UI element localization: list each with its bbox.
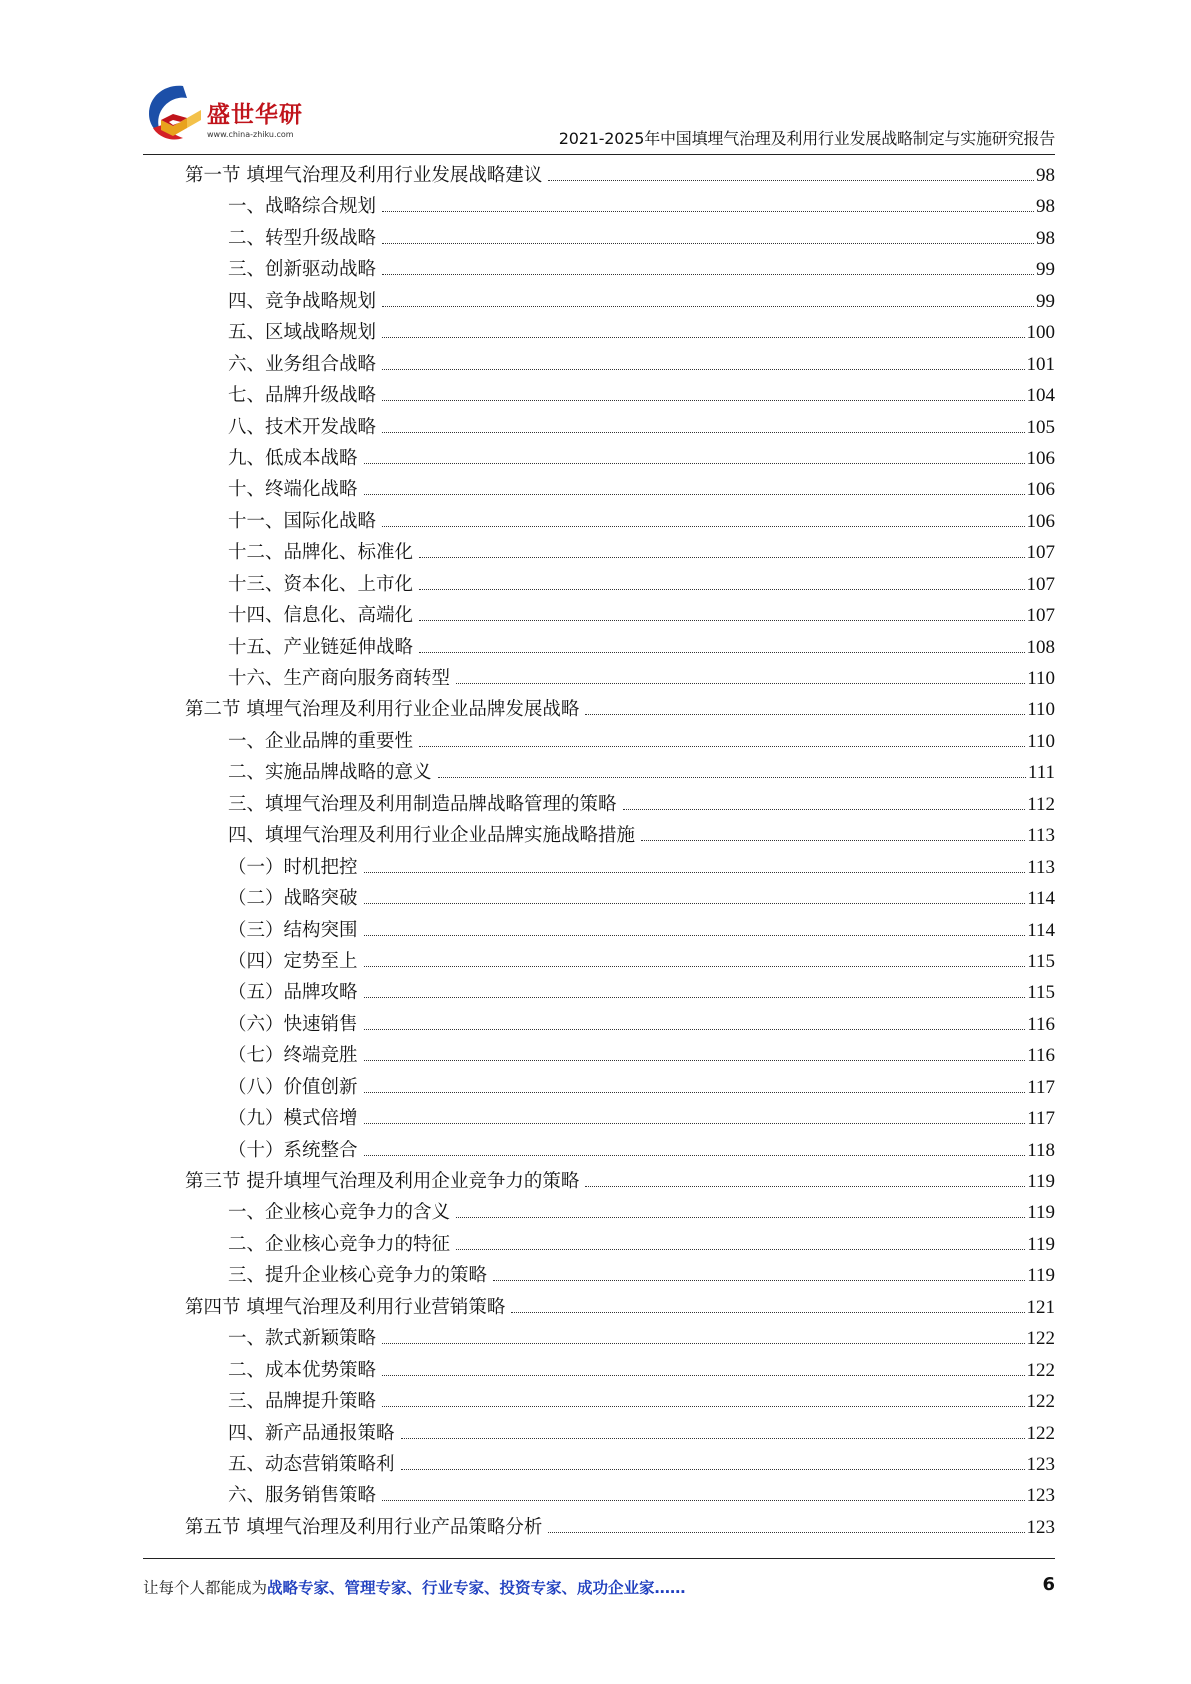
toc-entry-label: （四）定势至上	[228, 950, 358, 972]
toc-entry-page: 119	[1027, 1202, 1055, 1224]
toc-entry-page: 98	[1036, 165, 1055, 186]
toc-dot-leader	[382, 337, 1024, 338]
toc-dot-leader	[364, 966, 1026, 967]
toc-entry-page: 114	[1027, 919, 1055, 941]
toc-dot-leader	[364, 903, 1026, 904]
toc-entry-label: （八）价值创新	[228, 1076, 358, 1098]
toc-entry-label: 四、新产品通报策略	[228, 1422, 395, 1444]
toc-dot-leader	[364, 1029, 1026, 1030]
toc-subsection-entry[interactable]	[185, 443, 1055, 474]
toc-dot-leader	[585, 714, 1025, 715]
toc-entry-page: 116	[1027, 1045, 1055, 1067]
toc-entry-page: 106	[1026, 447, 1055, 469]
toc-entry-page: 123	[1026, 1516, 1055, 1538]
toc-dot-leader	[641, 840, 1025, 841]
toc-subsection-entry[interactable]	[185, 820, 1055, 851]
toc-entry-label: 三、填埋气治理及利用制造品牌战略管理的策略	[228, 793, 617, 815]
toc-subsection-entry[interactable]	[185, 223, 1055, 254]
toc-entry-page: 98	[1036, 196, 1055, 218]
toc-entry-label: 二、实施品牌战略的意义	[228, 762, 432, 784]
toc-entry-label: 一、企业品牌的重要性	[228, 730, 414, 752]
toc-entry-label: （九）模式倍增	[228, 1108, 358, 1130]
toc-entry-label: 七、品牌升级战略	[228, 385, 377, 407]
toc-subsection-entry[interactable]	[185, 569, 1055, 600]
toc-subsection-entry[interactable]	[185, 1418, 1055, 1449]
toc-subsection-entry[interactable]	[185, 1009, 1055, 1040]
toc-dot-leader	[364, 1123, 1026, 1124]
toc-entry-label: 第四节 填埋气治理及利用行业营销策略	[185, 1296, 506, 1318]
toc-subsection-entry[interactable]	[185, 474, 1055, 505]
toc-entry-label: 十四、信息化、高端化	[228, 605, 414, 627]
toc-entry-page: 112	[1027, 793, 1055, 815]
toc-entry-page: 107	[1026, 542, 1055, 564]
toc-entry-page: 117	[1027, 1076, 1055, 1098]
toc-entry-page: 99	[1036, 259, 1055, 281]
toc-dot-leader	[382, 432, 1024, 433]
toc-subsection-entry[interactable]	[185, 1072, 1055, 1103]
toc-entry-label: 十一、国际化战略	[228, 510, 377, 532]
toc-entry-label: 二、转型升级战略	[228, 227, 377, 249]
toc-entry-label: （五）品牌攻略	[228, 982, 358, 1004]
toc-dot-leader	[456, 1249, 1025, 1250]
toc-entry-label: （六）快速销售	[228, 1013, 358, 1035]
toc-entry-page: 115	[1027, 982, 1055, 1004]
toc-entry-label: 第一节 填埋气治理及利用行业发展战略建议	[185, 165, 543, 186]
toc-entry-page: 117	[1027, 1108, 1055, 1130]
toc-entry-page: 122	[1026, 1359, 1055, 1381]
toc-dot-leader	[456, 1217, 1025, 1218]
toc-subsection-entry[interactable]	[185, 977, 1055, 1008]
toc-subsection-entry[interactable]	[185, 726, 1055, 757]
toc-entry-page: 123	[1026, 1485, 1055, 1507]
toc-subsection-entry[interactable]	[185, 1040, 1055, 1071]
toc-entry-label: 一、战略综合规划	[228, 196, 377, 218]
toc-dot-leader	[623, 809, 1026, 810]
toc-entry-label: 六、服务销售策略	[228, 1485, 377, 1507]
toc-entry-label: 二、企业核心竞争力的特征	[228, 1233, 451, 1255]
toc-dot-leader	[364, 935, 1026, 936]
toc-dot-leader	[382, 306, 1034, 307]
toc-entry-page: 105	[1026, 416, 1055, 438]
toc-entry-page: 100	[1026, 322, 1055, 344]
toc-entry-label: 四、填埋气治理及利用行业企业品牌实施战略措施	[228, 825, 636, 847]
toc-subsection-entry[interactable]	[185, 380, 1055, 411]
toc-dot-leader	[382, 526, 1024, 527]
brand-logo-icon	[143, 80, 207, 148]
toc-entry-label: （二）战略突破	[228, 888, 358, 910]
toc-entry-page: 107	[1026, 573, 1055, 595]
toc-entry-page: 122	[1026, 1422, 1055, 1444]
footer-divider	[143, 1558, 1055, 1559]
toc-subsection-entry[interactable]	[185, 883, 1055, 914]
toc-dot-leader	[382, 274, 1034, 275]
toc-entry-page: 113	[1027, 825, 1055, 847]
toc-dot-leader	[456, 683, 1025, 684]
toc-entry-page: 119	[1027, 1265, 1055, 1287]
toc-dot-leader	[382, 243, 1034, 244]
toc-entry-page: 122	[1026, 1328, 1055, 1350]
toc-dot-leader	[364, 872, 1026, 873]
toc-entry-page: 110	[1027, 730, 1055, 752]
brand-name: 盛世华研	[207, 102, 303, 128]
toc-entry-label: （十）系统整合	[228, 1139, 358, 1161]
toc-subsection-entry[interactable]	[185, 506, 1055, 537]
toc-entry-page: 107	[1026, 605, 1055, 627]
toc-entry-label: （一）时机把控	[228, 856, 358, 878]
toc-entry-label: 十、终端化战略	[228, 479, 358, 501]
toc-entry-page: 115	[1027, 950, 1055, 972]
toc-entry-page: 119	[1027, 1233, 1055, 1255]
toc-subsection-entry[interactable]	[185, 1449, 1055, 1480]
toc-dot-leader	[401, 1438, 1025, 1439]
toc-dot-leader	[419, 620, 1024, 621]
toc-entry-label: 十三、资本化、上市化	[228, 573, 414, 595]
toc-dot-leader	[382, 1406, 1024, 1407]
toc-dot-leader	[419, 557, 1024, 558]
toc-dot-leader	[511, 1312, 1024, 1313]
toc-dot-leader	[401, 1469, 1025, 1470]
toc-entry-label: 十二、品牌化、标准化	[228, 542, 414, 564]
toc-entry-page: 123	[1026, 1453, 1055, 1475]
toc-entry-page: 110	[1027, 668, 1055, 689]
toc-subsection-entry[interactable]	[185, 789, 1055, 820]
toc-entry-label: 十六、生产商向服务商转型	[228, 668, 451, 689]
toc-entry-label: 三、品牌提升策略	[228, 1391, 377, 1413]
toc-dot-leader	[548, 1532, 1024, 1533]
toc-entry-page: 116	[1027, 1013, 1055, 1035]
toc-dot-leader	[438, 777, 1026, 778]
toc-subsection-entry[interactable]	[185, 663, 1055, 694]
toc-dot-leader	[382, 369, 1024, 370]
toc-dot-leader	[364, 1060, 1026, 1061]
toc-entry-page: 101	[1026, 353, 1055, 375]
toc-section-entry[interactable]	[185, 1166, 1055, 1197]
toc-entry-label: 第五节 填埋气治理及利用行业产品策略分析	[185, 1516, 543, 1538]
toc-dot-leader	[419, 589, 1024, 590]
toc-entry-page: 108	[1026, 636, 1055, 658]
toc-subsection-entry[interactable]	[185, 1260, 1055, 1291]
toc-dot-leader	[419, 746, 1025, 747]
toc-section-entry[interactable]	[185, 1292, 1055, 1323]
toc-entry-label: 九、低成本战略	[228, 447, 358, 469]
toc-dot-leader	[364, 1155, 1026, 1156]
toc-entry-label: （七）终端竞胜	[228, 1045, 358, 1067]
toc-entry-label: 十五、产业链延伸战略	[228, 636, 414, 658]
toc-entry-label: （三）结构突围	[228, 919, 358, 941]
toc-dot-leader	[493, 1280, 1025, 1281]
toc-entry-label: 五、区域战略规划	[228, 322, 377, 344]
toc-dot-leader	[364, 1092, 1026, 1093]
toc-entry-label: 第三节 提升填埋气治理及利用企业竞争力的策略	[185, 1171, 580, 1192]
brand-url: www.china-zhiku.com	[207, 130, 294, 139]
toc-entry-label: 二、成本优势策略	[228, 1359, 377, 1381]
slogan-highlight: 战略专家、管理专家、行业专家、投资专家、成功企业家……	[267, 1579, 686, 1597]
page-header	[143, 80, 1055, 152]
toc-entry-label: 第二节 填埋气治理及利用行业企业品牌发展战略	[185, 699, 580, 721]
toc-entry-page: 119	[1027, 1171, 1055, 1192]
toc-entry-label: 四、竞争战略规划	[228, 290, 377, 312]
toc-subsection-entry[interactable]	[185, 412, 1055, 443]
toc-subsection-entry[interactable]	[185, 1197, 1055, 1228]
toc-entry-page: 98	[1036, 227, 1055, 249]
toc-dot-leader	[364, 463, 1025, 464]
toc-dot-leader	[364, 494, 1025, 495]
toc-entry-page: 121	[1026, 1296, 1055, 1318]
toc-entry-label: 一、款式新颖策略	[228, 1328, 377, 1350]
toc-subsection-entry[interactable]	[185, 1135, 1055, 1166]
toc-subsection-entry[interactable]	[185, 1386, 1055, 1417]
toc-entry-page: 122	[1026, 1391, 1055, 1413]
report-title: 2021-2025年中国填埋气治理及利用行业发展战略制定与实施研究报告	[558, 129, 1055, 148]
toc-entry-page: 111	[1027, 762, 1055, 784]
toc-section-entry[interactable]	[185, 694, 1055, 725]
table-of-contents	[185, 160, 1055, 1543]
toc-subsection-entry[interactable]	[185, 1229, 1055, 1260]
toc-subsection-entry[interactable]	[185, 600, 1055, 631]
toc-subsection-entry[interactable]	[185, 1480, 1055, 1511]
toc-dot-leader	[382, 1375, 1024, 1376]
toc-subsection-entry[interactable]	[185, 946, 1055, 977]
toc-dot-leader	[382, 1343, 1024, 1344]
toc-entry-label: 八、技术开发战略	[228, 416, 377, 438]
slogan-prefix: 让每个人都能成为	[143, 1579, 268, 1597]
toc-subsection-entry[interactable]	[185, 915, 1055, 946]
toc-dot-leader	[364, 997, 1026, 998]
toc-entry-page: 114	[1027, 888, 1055, 910]
toc-entry-label: 六、业务组合战略	[228, 353, 377, 375]
toc-dot-leader	[548, 180, 1034, 181]
toc-entry-page: 106	[1026, 510, 1055, 532]
toc-subsection-entry[interactable]	[185, 1323, 1055, 1354]
toc-entry-label: 一、企业核心竞争力的含义	[228, 1202, 451, 1224]
header-divider	[143, 154, 1055, 155]
toc-entry-page: 99	[1036, 290, 1055, 312]
toc-dot-leader	[382, 211, 1034, 212]
toc-dot-leader	[419, 652, 1024, 653]
toc-entry-page: 118	[1027, 1139, 1055, 1161]
toc-subsection-entry[interactable]	[185, 191, 1055, 222]
page-number: 6	[1042, 1574, 1055, 1595]
toc-entry-page: 113	[1027, 856, 1055, 878]
toc-dot-leader	[382, 1500, 1024, 1501]
toc-subsection-entry[interactable]	[185, 537, 1055, 568]
toc-subsection-entry[interactable]	[185, 757, 1055, 788]
toc-section-entry[interactable]	[185, 160, 1055, 191]
toc-entry-label: 五、动态营销策略利	[228, 1453, 395, 1475]
toc-subsection-entry[interactable]	[185, 1355, 1055, 1386]
toc-entry-page: 104	[1026, 385, 1055, 407]
toc-dot-leader	[382, 400, 1024, 401]
footer-slogan	[143, 1576, 686, 1598]
toc-entry-page: 106	[1026, 479, 1055, 501]
toc-section-entry[interactable]	[185, 1512, 1055, 1543]
toc-entry-label: 三、提升企业核心竞争力的策略	[228, 1265, 488, 1287]
toc-entry-page: 110	[1027, 699, 1055, 721]
toc-subsection-entry[interactable]	[185, 317, 1055, 348]
brand-logo	[143, 80, 313, 148]
toc-entry-label: 三、创新驱动战略	[228, 259, 377, 281]
toc-subsection-entry[interactable]	[185, 1103, 1055, 1134]
toc-dot-leader	[585, 1186, 1025, 1187]
toc-subsection-entry[interactable]	[185, 254, 1055, 285]
toc-subsection-entry[interactable]	[185, 632, 1055, 663]
toc-subsection-entry[interactable]	[185, 852, 1055, 883]
toc-subsection-entry[interactable]	[185, 286, 1055, 317]
toc-subsection-entry[interactable]	[185, 349, 1055, 380]
